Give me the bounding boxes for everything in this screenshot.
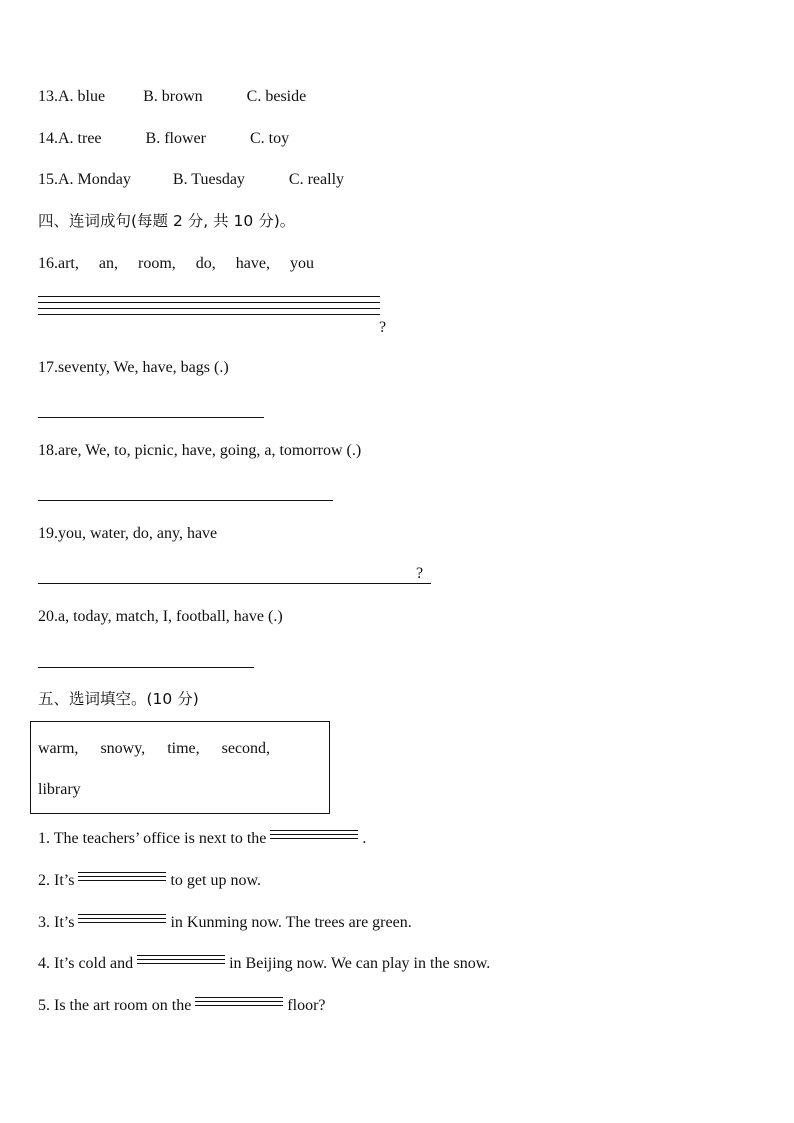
fill-blank-1[interactable] bbox=[270, 830, 358, 842]
question-16 bbox=[38, 254, 314, 274]
word-bank-word: library bbox=[38, 781, 81, 798]
word: room, bbox=[137, 255, 176, 272]
fill-item-5 bbox=[38, 996, 326, 1016]
option-b: B. brown bbox=[143, 88, 203, 105]
question-number: 17. bbox=[38, 359, 58, 376]
question-mark: ? bbox=[379, 319, 387, 336]
sentence-before: 3. It’s bbox=[38, 914, 75, 931]
question-15 bbox=[38, 170, 344, 190]
question-18 bbox=[38, 441, 361, 461]
sentence-after: in Beijing now. We can play in the snow. bbox=[229, 955, 491, 972]
word-bank-row bbox=[38, 739, 270, 759]
sentence-after: . bbox=[362, 830, 367, 847]
question-text: seventy, We, have, bags (.) bbox=[58, 359, 229, 376]
question-19 bbox=[38, 524, 217, 544]
fill-blank-3[interactable] bbox=[78, 914, 166, 926]
question-number: 14. bbox=[38, 130, 58, 147]
section-5-title: 五、选词填空。(10 分) bbox=[38, 690, 199, 708]
fill-item-1 bbox=[38, 829, 366, 849]
word-bank-word: second, bbox=[221, 740, 271, 757]
word: you bbox=[289, 255, 314, 272]
question-number: 19. bbox=[38, 525, 58, 542]
question-17 bbox=[38, 358, 229, 378]
question-number: 20. bbox=[38, 608, 58, 625]
sentence-before: 1. The teachers’ office is next to the bbox=[38, 830, 267, 847]
fill-item-3 bbox=[38, 913, 412, 933]
word-bank-row bbox=[38, 780, 81, 800]
sentence-before: 2. It’s bbox=[38, 872, 75, 889]
option-a: A. tree bbox=[58, 130, 102, 147]
fill-item-4 bbox=[38, 954, 490, 974]
word-bank-box bbox=[30, 721, 330, 814]
question-number: 15. bbox=[38, 171, 58, 188]
question-number: 16. bbox=[38, 255, 58, 272]
answer-line-17[interactable] bbox=[38, 417, 264, 418]
sentence-after: in Kunming now. The trees are green. bbox=[170, 914, 412, 931]
fill-item-2 bbox=[38, 871, 261, 891]
answer-line-16[interactable] bbox=[38, 296, 380, 320]
question-14 bbox=[38, 129, 289, 149]
answer-line-20[interactable] bbox=[38, 667, 254, 668]
question-text: you, water, do, any, have bbox=[58, 525, 218, 542]
option-c: C. toy bbox=[249, 130, 290, 147]
option-a: A. blue bbox=[58, 88, 106, 105]
sentence-before: 4. It’s cold and bbox=[38, 955, 134, 972]
option-b: B. Tuesday bbox=[172, 171, 245, 188]
word-bank-word: warm, bbox=[38, 740, 79, 757]
section-4-title: 四、连词成句(每题 2 分, 共 10 分)。 bbox=[38, 212, 296, 230]
sentence-after: floor? bbox=[287, 997, 326, 1014]
option-c: C. beside bbox=[246, 88, 307, 105]
fill-blank-5[interactable] bbox=[195, 997, 283, 1009]
word: do, bbox=[195, 255, 216, 272]
word-bank-word: time, bbox=[167, 740, 200, 757]
question-20 bbox=[38, 607, 283, 627]
fill-blank-4[interactable] bbox=[137, 955, 225, 967]
question-text: are, We, to, picnic, have, going, a, tomorrow (.) bbox=[58, 442, 362, 459]
word: have, bbox=[235, 255, 270, 272]
question-number: 18. bbox=[38, 442, 58, 459]
sentence-before: 5. Is the art room on the bbox=[38, 997, 192, 1014]
option-b: B. flower bbox=[145, 130, 206, 147]
word-bank-word: snowy, bbox=[100, 740, 146, 757]
fill-blank-2[interactable] bbox=[78, 872, 166, 884]
question-13 bbox=[38, 87, 306, 107]
answer-line-19[interactable] bbox=[38, 583, 431, 584]
option-c: C. really bbox=[288, 171, 345, 188]
question-number: 13. bbox=[38, 88, 58, 105]
sentence-after: to get up now. bbox=[170, 872, 261, 889]
answer-line-18[interactable] bbox=[38, 500, 333, 501]
word: an, bbox=[98, 255, 118, 272]
option-a: A. Monday bbox=[58, 171, 131, 188]
word: art, bbox=[58, 255, 79, 272]
question-text: a, today, match, I, football, have (.) bbox=[58, 608, 283, 625]
question-mark: ? bbox=[416, 565, 424, 582]
